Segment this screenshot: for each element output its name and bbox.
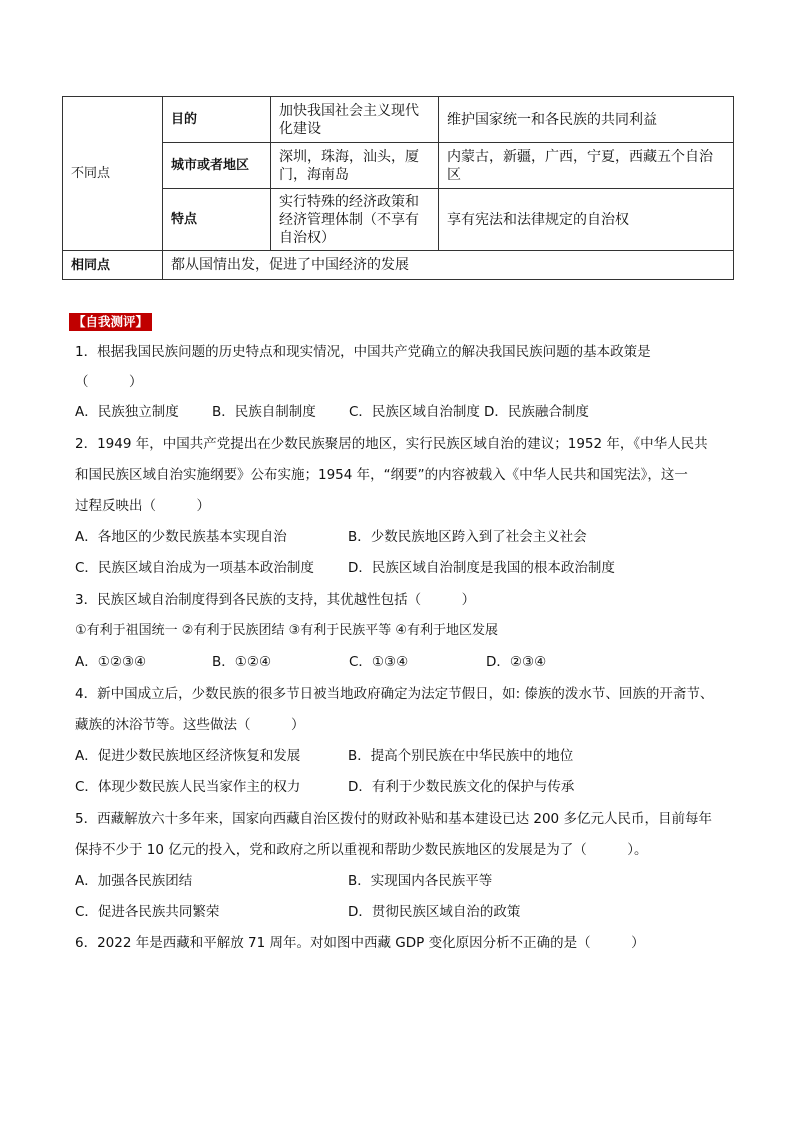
question-line: 过程反映出（ ） <box>75 498 210 514</box>
option: A．①②③④ <box>75 654 147 670</box>
option: A．民族独立制度 <box>75 404 179 420</box>
sez-cell: 加快我国社会主义现代化建设 <box>271 97 439 143</box>
option: B．民族自制制度 <box>212 404 316 420</box>
question-line: 藏族的沐浴节等。这些做法（ ） <box>75 717 305 733</box>
option: C．促进各民族共同繁荣 <box>75 904 220 920</box>
sez-cell: 深圳，珠海，汕头，厦门，海南岛 <box>271 143 439 189</box>
question-line: 6．2022 年是西藏和平解放 71 周年。对如图中西藏 GDP 变化原因分析不正确的是（ ） <box>75 935 645 951</box>
option: D．民族融合制度 <box>484 404 589 420</box>
sez-cell: 实行特殊的经济政策和经济管理体制（不享有自治权） <box>271 189 439 251</box>
option: C．民族区域自治成为一项基本政治制度 <box>75 560 314 576</box>
row-label: 目的 <box>163 97 271 143</box>
question-line: ①有利于祖国统一 ②有利于民族团结 ③有利于民族平等 ④有利于地区发展 <box>75 623 499 638</box>
option: B．①②④ <box>212 654 272 670</box>
comparison-table <box>62 96 734 280</box>
autonomy-cell: 享有宪法和法律规定的自治权 <box>439 189 734 251</box>
option: C．①③④ <box>349 654 409 670</box>
autonomy-cell: 维护国家统一和各民族的共同利益 <box>439 97 734 143</box>
row-label: 城市或者地区 <box>163 143 271 189</box>
question-line: 4．新中国成立后，少数民族的很多节日被当地政府确定为法定节假日，如: 傣族的泼水节、回族的开斋节、 <box>75 686 714 702</box>
option: A．各地区的少数民族基本实现自治 <box>75 529 287 545</box>
question-line: 1．根据我国民族问题的历史特点和现实情况，中国共产党确立的解决我国民族问题的基本政策是 <box>75 344 651 360</box>
question-line: （ ） <box>75 374 143 390</box>
section-title: 【自我测评】 <box>69 313 152 331</box>
question-line: 和国民族区域自治实施纲要》公布实施；1954 年，“纲要”的内容被载入《中华人民共和国宪法》，这一 <box>75 467 688 483</box>
option: A．加强各民族团结 <box>75 873 193 889</box>
option: D．民族区域自治制度是我国的根本政治制度 <box>348 560 615 576</box>
row-label: 特点 <box>163 189 271 251</box>
question-line: 2．1949 年，中国共产党提出在少数民族聚居的地区，实行民族区域自治的建议；1952 年，《中华人民共 <box>75 436 708 452</box>
option: B．少数民族地区跨入到了社会主义社会 <box>348 529 587 545</box>
table-row <box>63 97 734 143</box>
table-row <box>63 143 734 189</box>
option: D．②③④ <box>486 654 547 670</box>
table-row <box>63 251 734 280</box>
diff-label: 不同点 <box>63 97 163 251</box>
option: B．实现国内各民族平等 <box>348 873 493 889</box>
question-line: 保持不少于 10 亿元的投入，党和政府之所以重视和帮助少数民族地区的发展是为了（ ）。 <box>75 842 648 858</box>
question-line: 3．民族区域自治制度得到各民族的支持，其优越性包括（ ） <box>75 592 476 608</box>
option: C．体现少数民族人民当家作主的权力 <box>75 779 301 795</box>
option: D．贯彻民族区域自治的政策 <box>348 904 521 920</box>
option: C．民族区域自治制度 <box>349 404 480 420</box>
autonomy-cell: 内蒙古，新疆，广西，宁夏，西藏五个自治区 <box>439 143 734 189</box>
same-text: 都从国情出发，促进了中国经济的发展 <box>163 251 734 280</box>
option: D．有利于少数民族文化的保护与传承 <box>348 779 575 795</box>
table-row <box>63 189 734 251</box>
option: A．促进少数民族地区经济恢复和发展 <box>75 748 301 764</box>
option: B．提高个别民族在中华民族中的地位 <box>348 748 574 764</box>
question-line: 5．西藏解放六十多年来，国家向西藏自治区拨付的财政补贴和基本建设已达 200 多亿元人民币，目前每年 <box>75 811 712 827</box>
same-label: 相同点 <box>63 251 163 280</box>
